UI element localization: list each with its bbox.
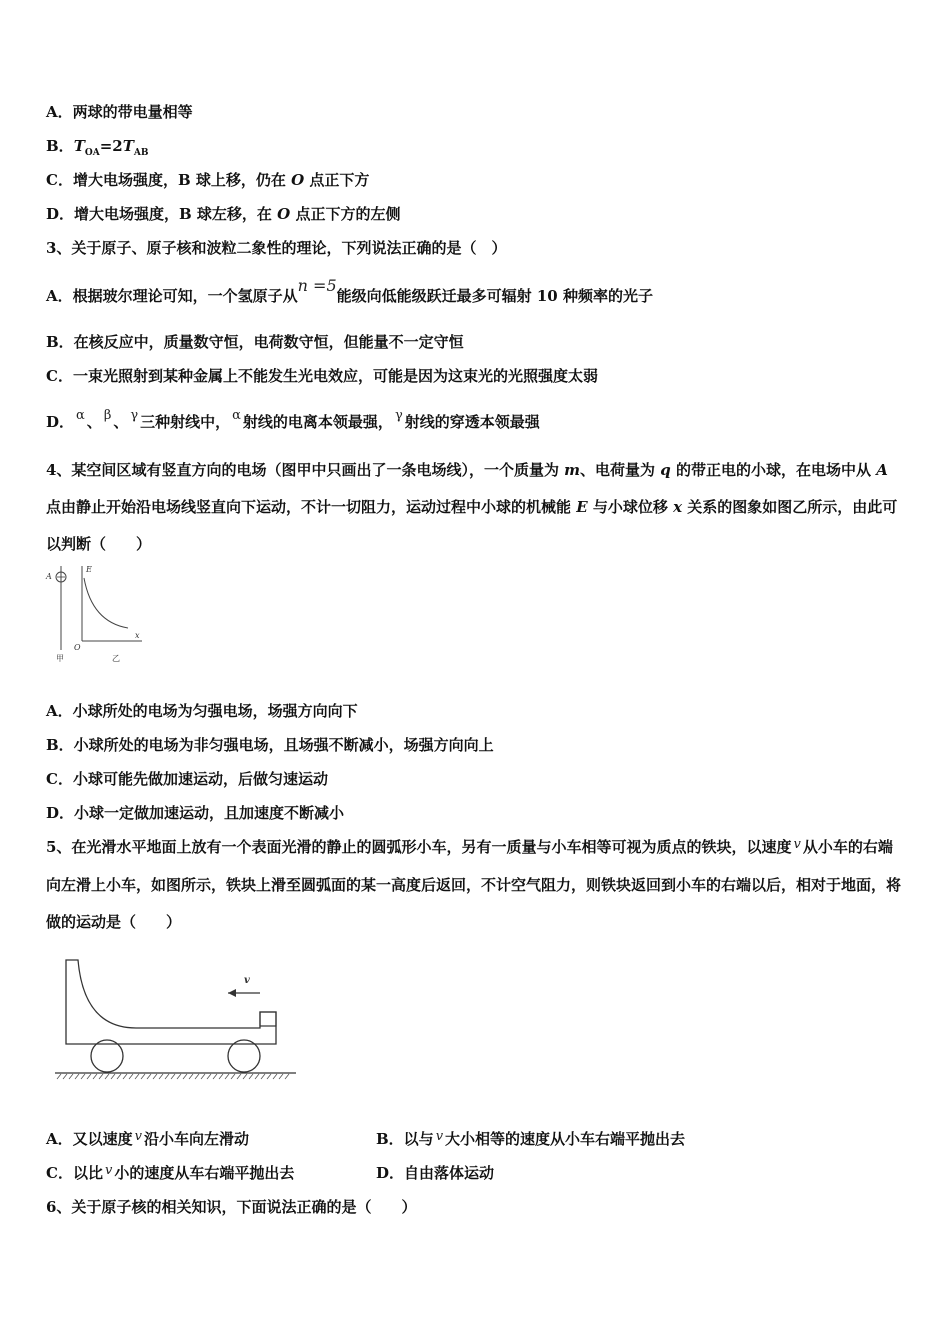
q2-option-c: C．增大电场强度，B 球上移，仍在 O 点正下方	[46, 171, 370, 189]
q5-option-a: A．又以速度 v 沿小车向左滑动	[46, 1129, 250, 1148]
q2-option-b: B．$T_{OA}=2T_{AB}$	[46, 137, 149, 158]
q4-figure	[44, 562, 148, 666]
q5-stem: 5、在光滑水平地面上放有一个表面光滑的静止的圆弧形小车，另有一质量与小车相等可视为质点的铁块，以速度 v 从小车的右端向左滑上小车，如图所示，铁块上滑至圆弧面的某一高度后返回，不计空气阻力，则铁块返回到小车的右端以后，相对于地面，将做的运动是（ ）	[46, 837, 902, 931]
q4-option-b: B．小球所处的电场为非匀强电场，且场强不断减小，场强方向向上	[46, 736, 494, 754]
q2-option-d: D．增大电场强度，B 球左移，在 O 点正下方的左侧	[46, 205, 401, 223]
left-wheel	[91, 1040, 123, 1072]
q4-option-a: A．小球所处的电场为匀强电场，场强方向向下	[46, 702, 358, 720]
q6-stem: 6、关于原子核的相关知识，下面说法正确的是（ ）	[46, 1198, 417, 1216]
q4-option-c: C．小球可能先做加速运动，后做匀速运动	[46, 770, 328, 788]
fig-label-o: O	[74, 643, 81, 652]
fig-label-x: x	[135, 631, 140, 640]
q3-option-a: A．根据玻尔理论可知，一个氢原子从n =5能级向低能级跃迁最多可辐射 10 种频率的光子	[46, 276, 653, 305]
fig-label-e: E	[86, 565, 92, 574]
right-wheel	[228, 1040, 260, 1072]
q4-stem: 4、某空间区域有竖直方向的电场（图甲中只画出了一条电场线），一个质量为 m、电荷量为 q 的带正电的小球，在电场中从 A 点由静止开始沿电场线竖直向下运动，不计一切阻力，运动过程中小球的机械能 E 与小球位移 x 关系的图象如图乙所示，由此可以判断（ ）	[46, 461, 898, 553]
fig-label-a: A	[46, 572, 52, 581]
fig-label-jia: 甲	[56, 654, 64, 663]
q2-option-a: A．两球的带电量相等	[46, 103, 193, 121]
q5-option-c: C．以比 v 小的速度从车右端平抛出去	[46, 1163, 295, 1182]
q5-option-d: D．自由落体运动	[376, 1164, 495, 1182]
curved-cart	[66, 960, 276, 1044]
energy-curve	[84, 578, 128, 628]
q5-figure	[50, 952, 300, 1084]
q3-option-b: B．在核反应中，质量数守恒，电荷数守恒，但能量不一定守恒	[46, 333, 464, 351]
fig-label-yi: 乙	[112, 654, 120, 663]
n-level-formula: n =5	[297, 276, 337, 295]
iron-block	[260, 1012, 276, 1026]
q5-option-b: B．以与 v 大小相等的速度从小车右端平抛出去	[376, 1129, 686, 1148]
q3-option-d: D． α 、 β 、 γ 三种射线中， α 射线的电离本领最强， γ 射线的穿透本领最强	[46, 408, 540, 431]
q4-option-d: D．小球一定做加速运动，且加速度不断减小	[46, 804, 345, 822]
ground-hatch	[57, 1074, 289, 1079]
q3-option-c: C．一束光照射到某种金属上不能发生光电效应，可能是因为这束光的光照强度太弱	[46, 367, 598, 385]
q3-stem: 3、关于原子、原子核和波粒二象性的理论，下列说法正确的是（ ）	[46, 239, 507, 257]
fig-label-v: v	[244, 975, 250, 986]
